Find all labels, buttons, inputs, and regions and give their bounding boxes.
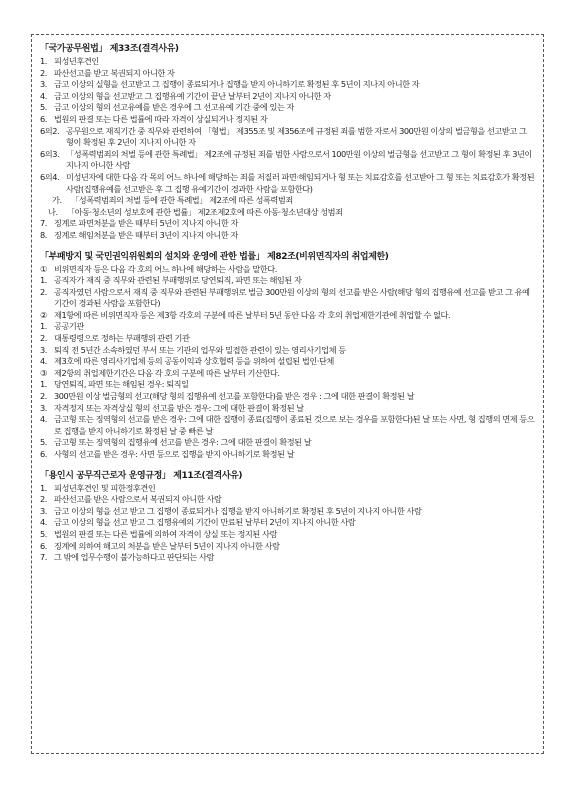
clause-number: 3.	[40, 505, 47, 516]
clause-text: 비위면직자 등은 다음 각 호의 어느 하나에 해당하는 사람을 말한다.	[54, 263, 277, 274]
clause-item	[40, 264, 535, 276]
clause-number: 6의2.	[40, 125, 60, 136]
clause-item	[40, 552, 535, 564]
section-title: 「국가공무원법」 제33조(결격사유)	[40, 44, 179, 54]
clause-item	[40, 449, 535, 461]
clause-number: 4.	[40, 90, 47, 101]
clause-number: 8.	[40, 229, 47, 240]
clause-number: 2.	[40, 67, 47, 78]
clause-item	[40, 230, 535, 242]
clause-text: 금고형 또는 징역형의 집행유예 선고를 받은 경우: 그에 대한 판결이 확정된 날	[54, 437, 312, 448]
clause-text: 대통령령으로 정하는 부패행위 관련 기관	[54, 333, 190, 344]
clause-number: 나.	[48, 206, 58, 217]
clause-text: 그 밖에 업무수행이 불가능하다고 판단되는 사람	[54, 552, 214, 563]
clause-item	[40, 218, 535, 230]
document-content	[40, 43, 535, 564]
clause-number: 2.	[40, 333, 47, 344]
clause-text: 제1항에 따른 비위면직자 등은 제3항 각호의 구분에 따른 날부터 5년 동안 다음 각 호의 취업제한기관에 취업할 수 없다.	[54, 309, 451, 320]
clause-text: 금고 이상의 실형을 선고받고 그 집행이 종료되거나 집행을 받지 아니하기로 확정된 후 5년이 지나지 아니한 자	[54, 79, 420, 90]
clause-number: 4.	[40, 356, 47, 367]
clause-item	[40, 321, 535, 333]
clause-item	[40, 437, 535, 449]
clause-text: 공무원으로 재직기간 중 직무와 관련하여 「형법」 제355조 및 제356조에 규정된 죄를 범한 자로서 300만원 이상의 벌금형을 선고받고 그 형이 확정된 후 2년이 지나지 아니한 자	[66, 125, 527, 148]
clause-number: 2.	[40, 494, 47, 505]
clause-item	[40, 287, 535, 310]
clause-number: 3.	[40, 79, 47, 90]
clause-text: 자격정지 또는 자격상실 형의 선고를 받은 경우: 그에 대한 판결이 확정된 날	[54, 402, 304, 413]
clause-number: 1.	[40, 321, 47, 332]
clause-text: 피성년후견인	[54, 56, 99, 66]
clause-item	[40, 275, 535, 287]
clause-text: 공직자가 재직 중 직무와 관련된 부패행위로 당연퇴직, 파면 또는 해임된 자	[54, 275, 302, 286]
clause-text: 금고 이상의 형을 선고 받고 그 집행유예의 기간이 만료된 날부터 2년이 지나지 아니한 사람	[54, 517, 356, 528]
document-frame	[31, 34, 544, 754]
clause-number: 5.	[40, 102, 47, 113]
clause-text: 법원의 판결 또는 다른 법률에 의하여 자격이 상실 또는 정지된 사람	[54, 528, 277, 539]
clause-text: 당연퇴직, 파면 또는 해임된 경우: 퇴직일	[54, 379, 189, 390]
clause-item	[40, 333, 535, 345]
clause-number: ②	[40, 309, 47, 320]
clause-text: 사형의 선고를 받은 경우: 사면 등으로 집행을 받지 아니하기로 확정된 날	[54, 449, 295, 459]
clause-number: ①	[40, 263, 47, 274]
clause-text: 금고형 또는 징역형의 선고를 받은 경우: 그에 대한 집행이 종료(집행이 종료된 것으로 보는 경우를 포함한다)된 날 또는 사면, 형 집행의 면제 등으로 집행을 받지 아니하기로 확정된 날 중 빠른 날	[54, 414, 535, 436]
clause-item	[40, 368, 535, 380]
clause-number: 3.	[40, 402, 47, 413]
clause-text: 징계에 의하여 해고의 처분을 받은 날부터 5년이 지나지 아니한 사람	[54, 540, 280, 551]
clause-text: 300만원 이상 벌금형의 선고(해당 형의 집행유예 선고를 포함한다)를 받은 경우 : 그에 대한 판결이 확정된 날	[54, 391, 415, 402]
clause-text: 「성폭력범죄의 처벌 등에 관한 특례법」 제2조에 따른 성폭력범죄	[71, 195, 293, 206]
clause-text: 파산선고를 받은 사람으로서 복권되지 아니한 사람	[54, 494, 222, 505]
clause-text: 금고 이상의 형을 선고 받고 그 집행이 종료되거나 집행을 받지 아니하기로 확정된 후 5년이 지나지 아니한 사람	[54, 505, 422, 516]
clause-text: 피성년후견인 및 피한정후견인	[54, 482, 156, 493]
clause-item	[40, 310, 535, 322]
clause-item	[40, 114, 535, 126]
section-3	[40, 470, 535, 564]
clause-text: 금고 이상의 형을 선고받고 그 집행유예 기간이 끝난 날부터 2년이 지나지 아니한 자	[54, 90, 331, 101]
clause-item	[40, 517, 535, 529]
clause-item	[40, 379, 535, 391]
section-title: 「용인시 공무직근로자 운영규정」 제11조(결격사유)	[40, 470, 243, 481]
clause-item	[40, 102, 535, 114]
clause-item	[40, 356, 535, 368]
clause-text: 법원의 판결 또는 다른 법률에 따라 자격이 상실되거나 정지된 자	[54, 113, 268, 124]
clause-text: 제2항의 취업제한기간은 다음 각 호의 구분에 따른 날부터 기산한다.	[54, 367, 280, 378]
clause-item	[40, 541, 535, 553]
clause-text: 공공기관	[54, 321, 84, 332]
clause-number: 6의4.	[40, 171, 60, 182]
section-title: 「부패방지 및 국민권익위원회의 설치와 운영에 관한 법률」 제82조(비위면직자의 취업제한)	[40, 251, 389, 262]
clause-item	[40, 483, 535, 495]
clause-item	[40, 529, 535, 541]
clause-number: 7.	[40, 218, 47, 229]
clause-text: 징계로 해임처분을 받은 때부터 3년이 지나지 아니한 자	[54, 229, 238, 240]
clause-item	[40, 91, 535, 103]
clause-text: 파산선고를 받고 복권되지 아니한 자	[54, 67, 175, 78]
clause-item	[40, 195, 535, 207]
clause-item	[40, 506, 535, 518]
clause-item	[40, 391, 535, 403]
clause-number: 1.	[40, 275, 47, 286]
clause-number: 6.	[40, 540, 47, 551]
clause-item	[40, 56, 535, 68]
clause-number: 2.	[40, 286, 47, 297]
clause-number: 1.	[40, 56, 47, 66]
clause-number: 6.	[40, 449, 47, 459]
clause-number: 7.	[40, 552, 47, 563]
clause-number: 1.	[40, 379, 47, 390]
clause-text: 제3호에 따른 영리사기업체 등의 공동이익과 상호협력 등을 위하여 설립된 법인·단체	[54, 356, 334, 367]
section-1	[40, 43, 535, 242]
clause-item	[40, 172, 535, 195]
clause-text: 「성폭력범죄의 처벌 등에 관한 특례법」 제2조에 규정된 죄를 범한 사람으로서 100만원 이상의 벌금형을 선고받고 그 형이 확정된 후 3년이 지나지 아니한 사람	[66, 148, 532, 171]
clause-text: 퇴직 전 5년간 소속하였던 부서 또는 기관의 업무와 밀접한 관련이 있는 영리사기업체 등	[54, 344, 346, 355]
clause-item	[40, 207, 535, 219]
clause-item	[40, 414, 535, 437]
clause-item	[40, 126, 535, 149]
clause-text: 징계로 파면처분을 받은 때부터 5년이 지나지 아니한 자	[54, 218, 238, 229]
clause-item	[40, 494, 535, 506]
clause-number: 가.	[52, 195, 62, 206]
clause-text: 「아동·청소년의 성보호에 관한 법률」 제2조제2호에 따른 아동·청소년대상 성범죄	[67, 206, 343, 217]
clause-item	[40, 345, 535, 357]
clause-item	[40, 79, 535, 91]
clause-number: 5.	[40, 437, 47, 448]
clause-number: 4.	[40, 414, 47, 425]
clause-number: ③	[40, 367, 47, 378]
clause-text: 금고 이상의 형의 선고유예를 받은 경우에 그 선고유예 기간 중에 있는 자	[54, 102, 294, 113]
clause-text: 공직자였던 사람으로서 재직 중 직무와 관련된 부패행위로 벌금 300만원 이상의 형의 선고를 받은 사람(해당 형의 집행유예 선고를 받고 그 유예기간이 경과된 사람을 포함한다)	[54, 286, 530, 309]
clause-number: 5.	[40, 528, 47, 539]
clause-item	[40, 149, 535, 172]
clause-number: 6의3.	[40, 148, 60, 159]
clause-number: 1.	[40, 482, 47, 493]
clause-number: 2.	[40, 391, 47, 402]
section-2	[40, 251, 535, 461]
clause-item	[40, 403, 535, 415]
clause-number: 4.	[40, 517, 47, 528]
clause-text: 미성년자에 대한 다음 각 목의 어느 하나에 해당하는 죄를 저질러 파면·해임되거나 형 또는 치료감호를 선고받아 그 형 또는 치료감호가 확정된 사람(집행유예를 선고받은 후 그 집행 유예기간이 경과한 사람을 포함한다)	[66, 171, 535, 194]
clause-item	[40, 68, 535, 80]
clause-number: 6.	[40, 113, 47, 124]
clause-number: 3.	[40, 344, 47, 355]
